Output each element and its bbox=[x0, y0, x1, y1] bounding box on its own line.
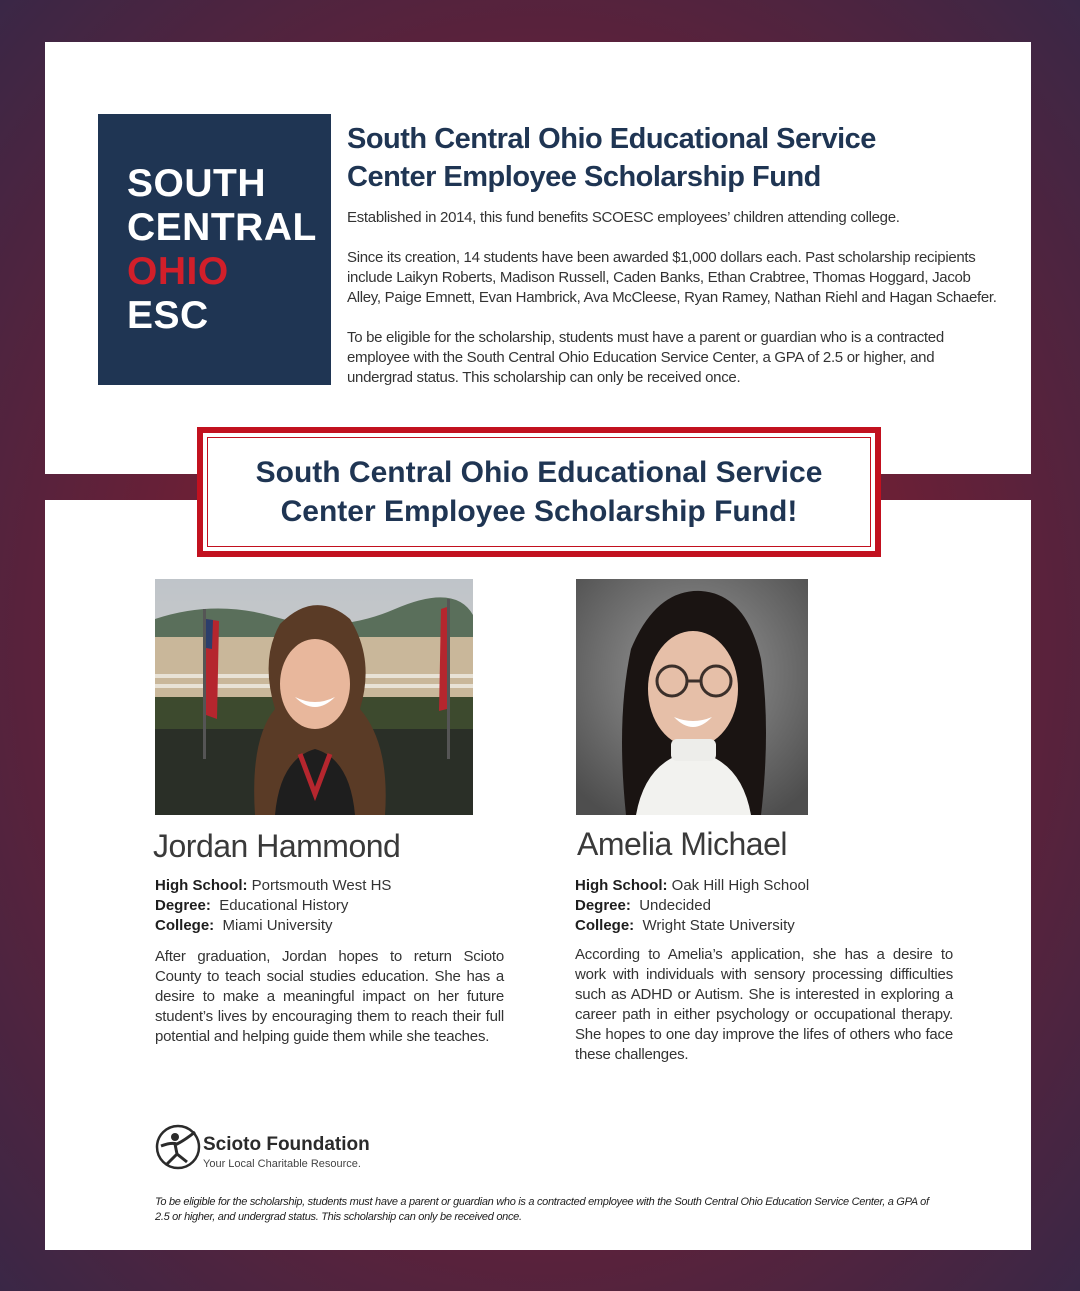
detail-value: Educational History bbox=[219, 897, 349, 914]
detail-label: College: bbox=[575, 917, 635, 934]
banner-line1: South Central Ohio Educational Service bbox=[255, 456, 823, 489]
fund-recipients-text: Since its creation, 14 students have been awarded $1,000 dollars each. Past scholarship recipients include Laikyn Roberts, Madison Russell, Caden Banks, Ethan Crabtree, Thomas Hoggard, Jacob Alley, Paige Emnett, Evan Hambrick, Ava McCleese, Ryan Ramey, Nathan Riehl and Hagan Schaefer. bbox=[347, 249, 997, 306]
fund-title-line1: South Central Ohio Educational Service bbox=[347, 123, 876, 155]
detail-value: Undecided bbox=[639, 897, 711, 914]
detail-label: High School: bbox=[575, 877, 668, 894]
fund-eligibility-text: To be eligible for the scholarship, students must have a parent or guardian who is a contracted employee with the South Central Ohio Education Service Center, a GPA of 2.5 or higher, and undergrad status. This scholarship can only be received once. bbox=[347, 329, 944, 386]
details-amelia bbox=[575, 876, 809, 936]
bio-amelia: According to Amelia’s application, she has a desire to work with individuals with sensory processing difficulties such as ADHD or Autism. She is interested in exploring a career path in either psychology or occupational therapy. She hopes to one day improve the lifes of others who face these challenges. bbox=[575, 946, 953, 1063]
bio-jordan: After graduation, Jordan hopes to return Scioto County to teach social studies education. She has a desire to make a meaningful impact on her future student’s lives by encouraging them to reach their full potential and helping guide them while she teaches. bbox=[155, 948, 504, 1045]
photo-jordan-hammond bbox=[155, 579, 473, 815]
detail-degree bbox=[155, 896, 391, 916]
footer-eligibility-note: To be eligible for the scholarship, students must have a parent or guardian who is a contracted employee with the South Central Ohio Education Service Center, a GPA of 2.5 or higher, and undergrad status. This scholarship can only be received once. bbox=[155, 1196, 929, 1223]
photo-amelia-michael bbox=[576, 579, 808, 815]
sponsor-name: Scioto Foundation bbox=[203, 1134, 370, 1155]
detail-label: College: bbox=[155, 917, 215, 934]
detail-value: Portsmouth West HS bbox=[251, 877, 392, 894]
scioto-foundation-logo bbox=[155, 1124, 395, 1172]
banner-title bbox=[256, 453, 823, 531]
detail-value: Wright State University bbox=[642, 917, 795, 934]
logo-line-esc: ESC bbox=[127, 293, 209, 337]
scioto-figure-icon bbox=[155, 1124, 201, 1170]
fund-title-line2: Center Employee Scholarship Fund bbox=[347, 161, 821, 193]
detail-value: Oak Hill High School bbox=[671, 877, 810, 894]
detail-degree bbox=[575, 896, 809, 916]
details-jordan bbox=[155, 876, 391, 936]
detail-high-school bbox=[575, 876, 809, 896]
detail-label: Degree: bbox=[575, 897, 631, 914]
detail-label: High School: bbox=[155, 877, 248, 894]
banner-line2: Center Employee Scholarship Fund! bbox=[280, 495, 798, 528]
banner bbox=[197, 427, 881, 557]
detail-college bbox=[575, 916, 809, 936]
fund-intro-text: Established in 2014, this fund benefits SCOESC employees’ children attending college. bbox=[347, 209, 900, 226]
detail-label: Degree: bbox=[155, 897, 211, 914]
student-name-jordan: Jordan Hammond bbox=[153, 828, 401, 864]
sponsor-tagline: Your Local Charitable Resource. bbox=[203, 1158, 361, 1170]
detail-value: Miami University bbox=[222, 917, 333, 934]
detail-high-school bbox=[155, 876, 391, 896]
fund-title bbox=[347, 120, 987, 196]
logo-line-central: CENTRAL bbox=[127, 205, 317, 249]
student-name-amelia: Amelia Michael bbox=[577, 826, 787, 862]
logo-line-ohio: OHIO bbox=[127, 249, 229, 293]
detail-college bbox=[155, 916, 391, 936]
logo-line-south: SOUTH bbox=[127, 161, 266, 205]
scoesc-logo bbox=[98, 114, 331, 385]
